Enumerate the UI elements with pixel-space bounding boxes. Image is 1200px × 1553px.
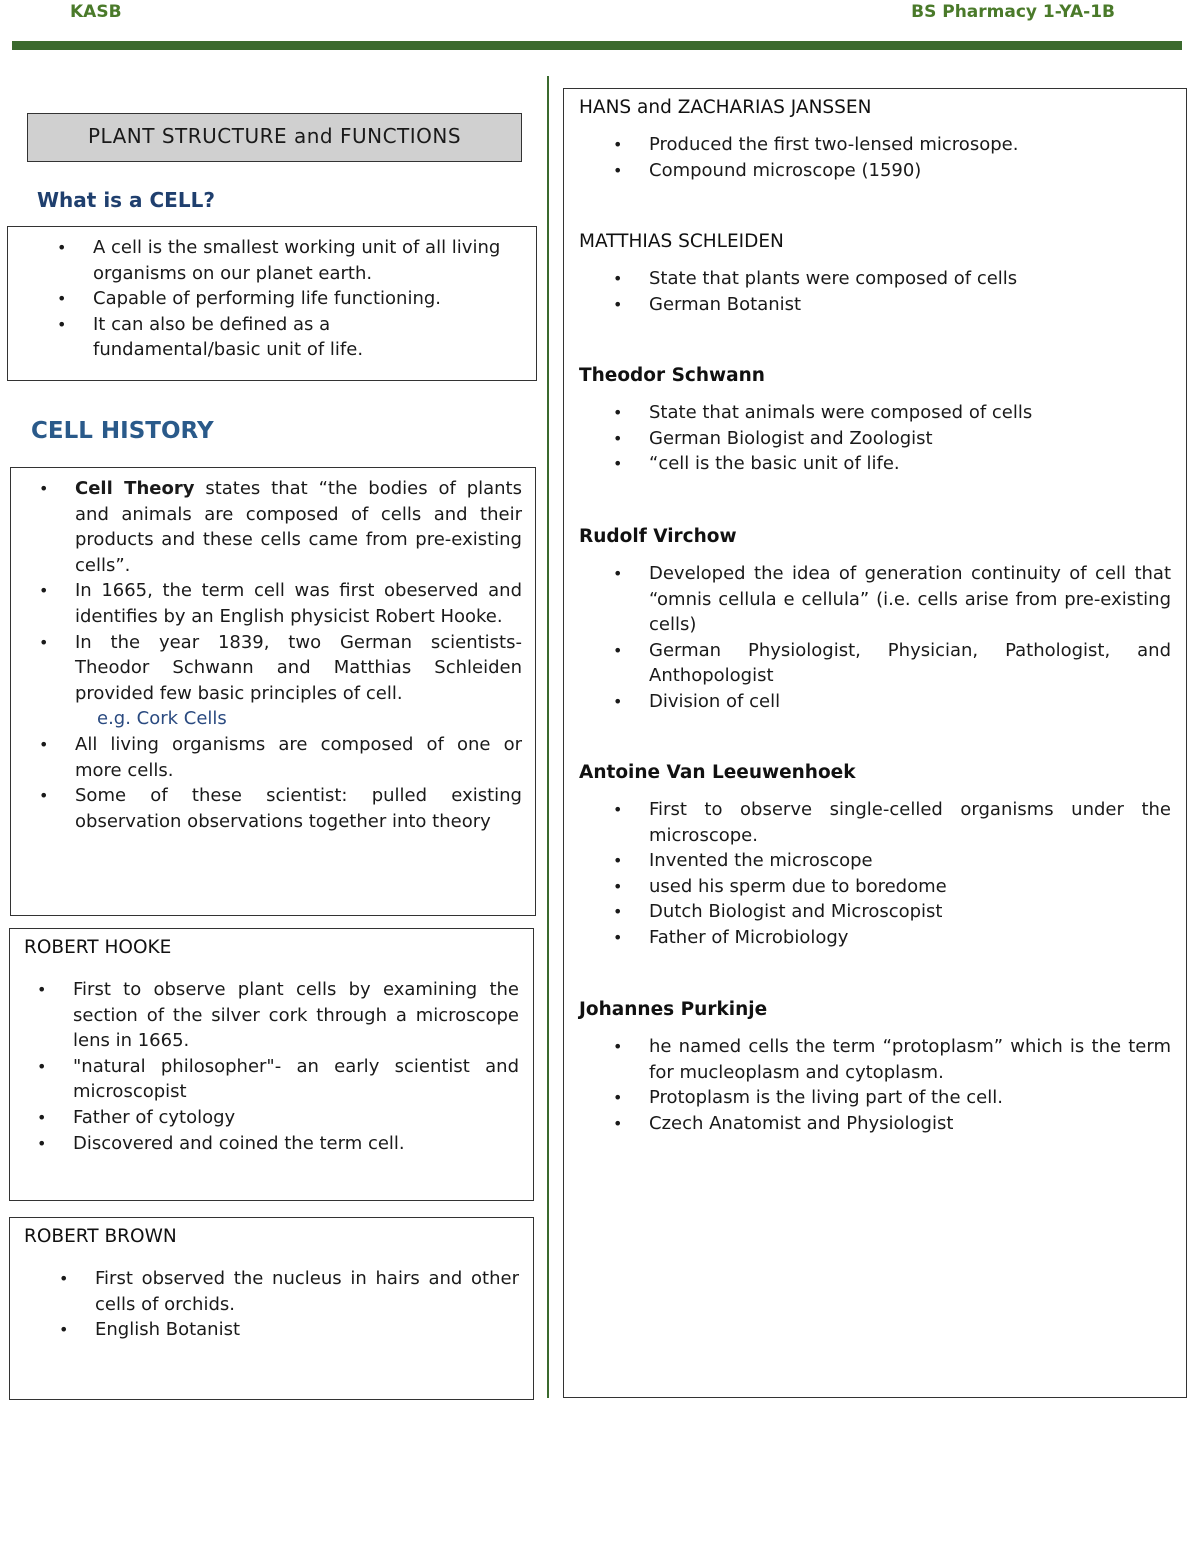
virchow-list — [649, 561, 1171, 715]
list-item: • Invented the microscope — [649, 848, 1171, 874]
list-item: • German Physiologist, Physician, Pathologist, and Anthopologist — [649, 638, 1171, 689]
list-item: • Dutch Biologist and Microscopist — [649, 899, 1171, 925]
robert-brown-box — [9, 1217, 534, 1400]
list-item: • All living organisms are composed of one or more cells. — [75, 732, 522, 783]
scientist-name: Antoine Van Leeuwenhoek — [579, 762, 856, 783]
list-item: • In the year 1839, two German scientists- Theodor Schwann and Matthias Schleiden provided few basic principles of cell. e.g. Cork Cells — [75, 630, 522, 732]
virchow-section — [579, 526, 1173, 715]
purkinje-list — [649, 1034, 1171, 1136]
cell-history-heading: CELL HISTORY — [31, 418, 214, 444]
schleiden-list — [649, 266, 1171, 317]
purkinje-section — [579, 999, 1173, 1136]
list-item: • German Botanist — [649, 292, 1171, 318]
list-item: • Compound microscope (1590) — [649, 158, 1171, 184]
scientist-name: HANS and ZACHARIAS JANSSEN — [579, 97, 872, 118]
robert-hooke-box — [9, 928, 534, 1201]
list-item: • Czech Anatomist and Physiologist — [649, 1111, 1171, 1137]
list-item: • Some of these scientist: pulled existing observation observations together into theory — [75, 783, 522, 834]
list-item: • First to observe plant cells by examining the section of the silver cork through a microscope lens in 1665. — [73, 977, 519, 1054]
cell-history-list — [75, 476, 522, 834]
example-note: e.g. Cork Cells — [97, 708, 227, 730]
cell-history-box — [10, 467, 536, 916]
list-item: • used his sperm due to boredome — [649, 874, 1171, 900]
header-right-label: BS Pharmacy 1-YA-1B — [911, 2, 1115, 22]
list-item: • "natural philosopher"- an early scientist and microscopist — [73, 1054, 519, 1105]
list-item: • Division of cell — [649, 689, 1171, 715]
list-item: • he named cells the term “protoplasm” which is the term for mucleoplasm and cytoplasm. — [649, 1034, 1171, 1085]
what-is-cell-heading: What is a CELL? — [37, 188, 215, 212]
list-item: • Discovered and coined the term cell. — [73, 1131, 519, 1157]
schwann-section — [579, 365, 1173, 477]
list-item: • “cell is the basic unit of life. — [649, 451, 1171, 477]
leeuwenhoek-list — [649, 797, 1171, 951]
what-is-cell-list — [93, 235, 503, 363]
list-item: • A cell is the smallest working unit of all living organisms on our planet earth. — [93, 235, 503, 286]
scientist-name: Rudolf Virchow — [579, 526, 737, 547]
list-item: • First observed the nucleus in hairs and other cells of orchids. — [95, 1266, 519, 1317]
list-item: • Protoplasm is the living part of the cell. — [649, 1085, 1171, 1111]
column-divider — [547, 76, 549, 1398]
what-is-cell-box — [7, 226, 537, 381]
scientist-name: MATTHIAS SCHLEIDEN — [579, 231, 784, 252]
header-left-label: KASB — [70, 2, 122, 22]
list-item: • Father of Microbiology — [649, 925, 1171, 951]
list-item: • First to observe single-celled organisms under the microscope. — [649, 797, 1171, 848]
page-title: PLANT STRUCTURE and FUNCTIONS — [27, 113, 522, 162]
scientist-name: Johannes Purkinje — [579, 999, 768, 1020]
scientist-name: Theodor Schwann — [579, 365, 765, 386]
scientists-box — [563, 88, 1187, 1398]
janssen-list — [649, 132, 1171, 183]
schleiden-section — [579, 231, 1173, 317]
list-item: • English Botanist — [95, 1317, 519, 1343]
janssen-section — [579, 97, 1173, 183]
cell-theory-term: Cell Theory — [75, 478, 195, 499]
list-item: • It can also be defined as a fundamental/basic unit of life. — [93, 312, 503, 363]
header-divider — [12, 41, 1182, 50]
list-item: • State that animals were composed of cells — [649, 400, 1171, 426]
list-item: • Produced the first two-lensed microsope. — [649, 132, 1171, 158]
list-item: • German Biologist and Zoologist — [649, 426, 1171, 452]
list-item: • Capable of performing life functioning. — [93, 286, 503, 312]
schwann-list — [649, 400, 1171, 477]
scientist-name: ROBERT HOOKE — [24, 937, 172, 958]
robert-brown-list — [95, 1266, 519, 1343]
list-item: • Cell Theory states that “the bodies of plants and animals are composed of cells and their products and these cells came from pre-existing cells”. — [75, 476, 522, 578]
list-item: • Developed the idea of generation continuity of cell that “omnis cellula e cellula” (i.e. cells arise from pre-existing cells) — [649, 561, 1171, 638]
list-item: • State that plants were composed of cells — [649, 266, 1171, 292]
leeuwenhoek-section — [579, 762, 1173, 951]
scientist-name: ROBERT BROWN — [24, 1226, 177, 1247]
robert-hooke-list — [73, 977, 519, 1156]
list-item: • In 1665, the term cell was first obeserved and identifies by an English physicist Robert Hooke. — [75, 578, 522, 629]
list-item: • Father of cytology — [73, 1105, 519, 1131]
